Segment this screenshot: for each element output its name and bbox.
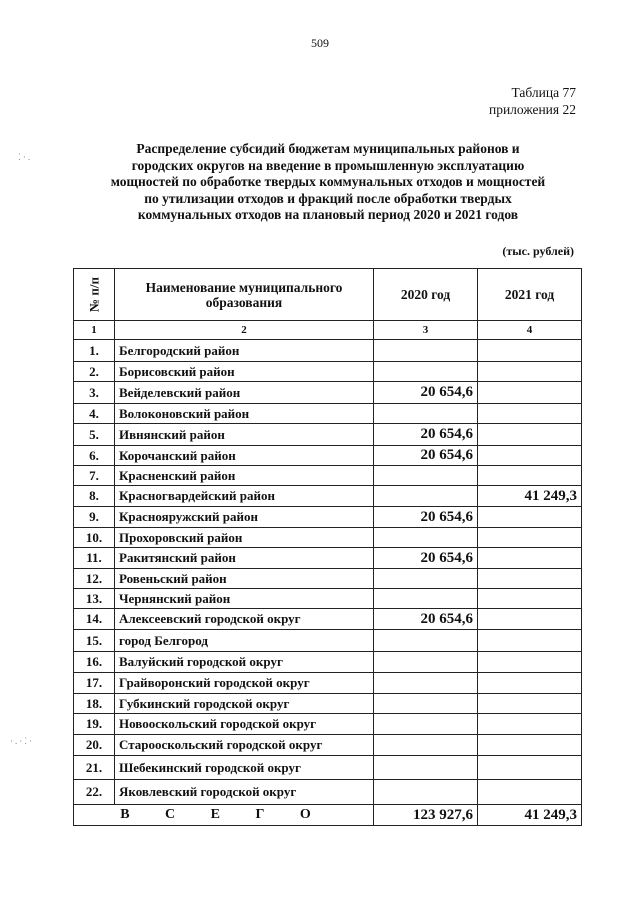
appendix-appendix-label: приложения 22 bbox=[488, 102, 576, 117]
value-2020 bbox=[374, 673, 478, 694]
scan-speck: ·.·⁚· bbox=[10, 736, 35, 746]
value-2021 bbox=[478, 362, 582, 382]
value-2021 bbox=[478, 630, 582, 652]
value-2020 bbox=[374, 735, 478, 756]
scan-speck: ⁚·. bbox=[18, 152, 33, 162]
table-header-row bbox=[74, 269, 582, 321]
municipality-name: город Белгород bbox=[115, 630, 374, 652]
value-2020 bbox=[374, 694, 478, 714]
municipality-name: Вейделевский район bbox=[115, 382, 374, 404]
row-number: 16. bbox=[74, 652, 115, 673]
table-row bbox=[74, 714, 582, 735]
value-2021 bbox=[478, 382, 582, 404]
value-2020 bbox=[374, 589, 478, 609]
title-line: мощностей по обработке твердых коммунальных отходов и мощностей bbox=[110, 174, 546, 189]
value-2020 bbox=[374, 404, 478, 424]
value-2020 bbox=[374, 569, 478, 589]
table-row bbox=[74, 673, 582, 694]
value-2020 bbox=[374, 630, 478, 652]
value-2021 bbox=[478, 694, 582, 714]
value-2021 bbox=[478, 673, 582, 694]
table-row bbox=[74, 589, 582, 609]
column-index-row bbox=[74, 321, 582, 340]
value-2021 bbox=[478, 780, 582, 805]
value-2020 bbox=[374, 466, 478, 486]
row-number: 2. bbox=[74, 362, 115, 382]
municipality-name: Яковлевский городской округ bbox=[115, 780, 374, 805]
column-index: 1 bbox=[74, 321, 115, 340]
units-label: (тыс. рублей) bbox=[502, 244, 574, 258]
table-row bbox=[74, 340, 582, 362]
table-row bbox=[74, 652, 582, 673]
table-row bbox=[74, 528, 582, 548]
row-number: 17. bbox=[74, 673, 115, 694]
value-2020: 20 654,6 bbox=[374, 609, 478, 630]
table-row bbox=[74, 382, 582, 404]
municipality-name: Прохоровский район bbox=[115, 528, 374, 548]
value-2021 bbox=[478, 589, 582, 609]
value-2021 bbox=[478, 569, 582, 589]
appendix-reference bbox=[489, 84, 576, 118]
value-2020: 20 654,6 bbox=[374, 507, 478, 528]
municipality-name: Губкинский городской округ bbox=[115, 694, 374, 714]
value-2021 bbox=[478, 652, 582, 673]
municipality-name: Корочанский район bbox=[115, 446, 374, 466]
value-2021 bbox=[478, 714, 582, 735]
table-row bbox=[74, 466, 582, 486]
document-title bbox=[92, 141, 564, 224]
total-2020: 123 927,6 bbox=[374, 805, 478, 826]
value-2020: 20 654,6 bbox=[374, 446, 478, 466]
title-line: по утилизации отходов и фракций после обработки твердых bbox=[144, 190, 512, 206]
row-number: 3. bbox=[74, 382, 115, 404]
value-2020 bbox=[374, 714, 478, 735]
subsidy-table bbox=[73, 268, 582, 826]
value-2021 bbox=[478, 735, 582, 756]
municipality-name: Белгородский район bbox=[115, 340, 374, 362]
header-num: № п/п bbox=[74, 269, 115, 321]
municipality-name: Ивнянский район bbox=[115, 424, 374, 446]
column-index: 3 bbox=[374, 321, 478, 340]
row-number: 1. bbox=[74, 340, 115, 362]
header-2021: 2021 год bbox=[478, 269, 582, 321]
table-row bbox=[74, 735, 582, 756]
value-2020 bbox=[374, 362, 478, 382]
row-number: 11. bbox=[74, 548, 115, 569]
table-row bbox=[74, 446, 582, 466]
value-2020: 20 654,6 bbox=[374, 424, 478, 446]
municipality-name: Волоконовский район bbox=[115, 404, 374, 424]
title-line: Распределение субсидий бюджетам муниципальных районов и bbox=[136, 141, 520, 156]
municipality-name: Шебекинский городской округ bbox=[115, 756, 374, 780]
page-number: 509 bbox=[311, 36, 329, 50]
municipality-name: Ракитянский район bbox=[115, 548, 374, 569]
row-number: 9. bbox=[74, 507, 115, 528]
table-row bbox=[74, 780, 582, 805]
municipality-name: Валуйский городской округ bbox=[115, 652, 374, 673]
table-row bbox=[74, 548, 582, 569]
value-2021 bbox=[478, 446, 582, 466]
column-index: 2 bbox=[115, 321, 374, 340]
value-2020 bbox=[374, 780, 478, 805]
row-number: 18. bbox=[74, 694, 115, 714]
row-number: 19. bbox=[74, 714, 115, 735]
municipality-name: Борисовский район bbox=[115, 362, 374, 382]
table-row bbox=[74, 569, 582, 589]
row-number: 13. bbox=[74, 589, 115, 609]
appendix-table-label: Таблица 77 bbox=[511, 85, 576, 100]
municipality-name: Алексеевский городской округ bbox=[115, 609, 374, 630]
value-2021 bbox=[478, 507, 582, 528]
row-number: 7. bbox=[74, 466, 115, 486]
municipality-name: Краснояружский район bbox=[115, 507, 374, 528]
column-index: 4 bbox=[478, 321, 582, 340]
table-row bbox=[74, 424, 582, 446]
value-2021 bbox=[478, 404, 582, 424]
municipality-name: Старооскольский городской округ bbox=[115, 735, 374, 756]
row-number: 6. bbox=[74, 446, 115, 466]
title-line: коммунальных отходов на плановый период 2020 и 2021 годов bbox=[137, 207, 519, 222]
value-2020: 20 654,6 bbox=[374, 548, 478, 569]
total-label: В С Е Г О bbox=[74, 805, 374, 826]
value-2020: 20 654,6 bbox=[374, 382, 478, 404]
table-row bbox=[74, 609, 582, 630]
value-2020 bbox=[374, 652, 478, 673]
table-row bbox=[74, 404, 582, 424]
value-2021 bbox=[478, 609, 582, 630]
header-name: Наименование муниципального образования bbox=[115, 269, 374, 321]
total-2021: 41 249,3 bbox=[478, 805, 582, 826]
table-row bbox=[74, 694, 582, 714]
value-2020 bbox=[374, 528, 478, 548]
value-2020 bbox=[374, 756, 478, 780]
row-number: 14. bbox=[74, 609, 115, 630]
row-number: 21. bbox=[74, 756, 115, 780]
value-2020 bbox=[374, 340, 478, 362]
table-body bbox=[74, 340, 582, 805]
value-2021 bbox=[478, 340, 582, 362]
value-2021 bbox=[478, 548, 582, 569]
total-row bbox=[74, 805, 582, 826]
table-row bbox=[74, 507, 582, 528]
header-2020: 2020 год bbox=[374, 269, 478, 321]
row-number: 10. bbox=[74, 528, 115, 548]
municipality-name: Новооскольский городской округ bbox=[115, 714, 374, 735]
municipality-name: Чернянский район bbox=[115, 589, 374, 609]
table-row bbox=[74, 486, 582, 507]
title-line: городских округов на введение в промышленную эксплуатацию bbox=[131, 157, 525, 173]
row-number: 8. bbox=[74, 486, 115, 507]
row-number: 22. bbox=[74, 780, 115, 805]
row-number: 12. bbox=[74, 569, 115, 589]
value-2020 bbox=[374, 486, 478, 507]
row-number: 4. bbox=[74, 404, 115, 424]
table-row bbox=[74, 362, 582, 382]
table-row bbox=[74, 630, 582, 652]
municipality-name: Грайворонский городской округ bbox=[115, 673, 374, 694]
row-number: 5. bbox=[74, 424, 115, 446]
value-2021 bbox=[478, 528, 582, 548]
municipality-name: Красненский район bbox=[115, 466, 374, 486]
row-number: 15. bbox=[74, 630, 115, 652]
value-2021 bbox=[478, 424, 582, 446]
value-2021: 41 249,3 bbox=[478, 486, 582, 507]
row-number: 20. bbox=[74, 735, 115, 756]
value-2021 bbox=[478, 756, 582, 780]
table-row bbox=[74, 756, 582, 780]
municipality-name: Красногвардейский район bbox=[115, 486, 374, 507]
municipality-name: Ровеньский район bbox=[115, 569, 374, 589]
value-2021 bbox=[478, 466, 582, 486]
